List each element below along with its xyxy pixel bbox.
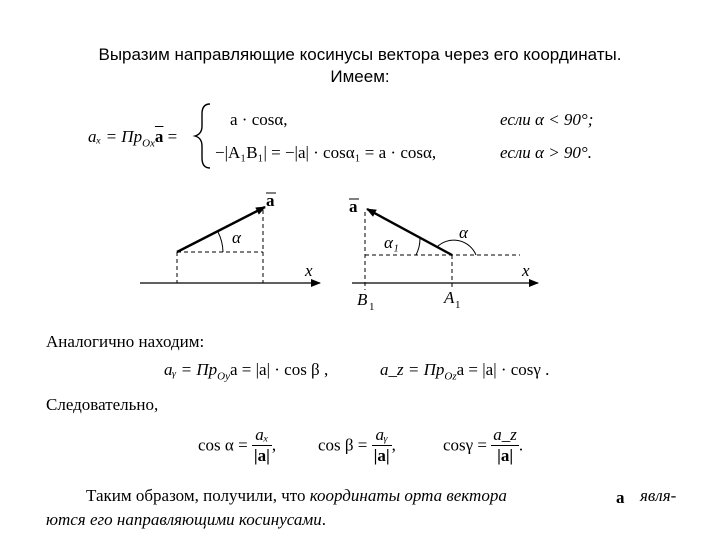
projection-lhs-eq: = (163, 127, 178, 146)
right-figure (349, 197, 538, 313)
cos-gamma-formula (443, 425, 523, 466)
case2-cond: если α > 90°. (500, 143, 592, 162)
right-axis-label: x (522, 261, 530, 280)
conclusion-vec: a (616, 488, 625, 507)
analog-intro: Аналогично находим: (46, 332, 205, 351)
left-angle-arc (218, 232, 223, 252)
left-axis-label: x (305, 261, 313, 280)
analog-ay (164, 360, 328, 382)
cos-alpha-fraction (252, 425, 272, 466)
cos-alpha-sep: , (271, 435, 277, 455)
cos-alpha-formula (198, 425, 276, 466)
cos-beta-num: aᵧ (372, 425, 392, 446)
conclusion-end: . (321, 510, 326, 529)
conclusion-italic-2: явля- (640, 486, 677, 505)
right-point-a-sub: 1 (455, 299, 461, 311)
analog-az (380, 360, 549, 382)
cos-alpha-num: aₓ (252, 425, 272, 446)
projection-lhs-axis: Ox (142, 137, 155, 150)
left-vector (177, 207, 265, 252)
cos-gamma-lhs: cosγ = (443, 435, 488, 455)
right-point-a: A (444, 288, 455, 307)
left-angle-label: α (232, 228, 241, 247)
right-point-b-sub: 1 (369, 301, 375, 313)
heading-line-1: Выразим направляющие косинусы вектора через его координаты. (98, 45, 622, 64)
left-figure (140, 191, 320, 283)
heading-line-2: Имеем: (330, 67, 390, 86)
cos-gamma-num: a_z (493, 425, 517, 444)
conclusion-line-2 (46, 510, 326, 530)
cos-beta-formula (318, 425, 396, 466)
cos-beta-sep: , (391, 435, 396, 455)
cos-gamma-end: . (518, 435, 524, 455)
consequently-intro: Следовательно, (46, 395, 159, 414)
right-angle-label: α (459, 223, 468, 242)
right-angle-arc (437, 240, 476, 255)
case1-cond: если α < 90°; (500, 110, 594, 129)
cos-alpha-lhs: cos α = (198, 435, 248, 455)
analog-az-axis: Oz (444, 370, 457, 383)
right-angle1-arc (416, 238, 420, 255)
analog-az-lhs: a_z = Пр (380, 360, 445, 379)
right-angle1-label: α₁ (384, 233, 399, 252)
cos-alpha-den: |a| (253, 446, 270, 465)
right-point-b: B (357, 290, 368, 309)
conclusion-plain: Таким образом, получили, что (86, 486, 310, 505)
cos-gamma-den: |a| (497, 446, 514, 465)
projection-lhs-vec: $\overline{a}$ (154, 127, 164, 146)
cos-gamma-fraction (491, 425, 519, 466)
right-vector-label: a (349, 197, 358, 216)
analog-az-rest: a = |a| · cosγ . (456, 360, 550, 379)
analog-ay-rest: a = |a| · cos β , (230, 360, 329, 379)
cos-beta-lhs: cos β = (318, 435, 368, 455)
conclusion-line-1 (86, 486, 507, 506)
conclusion-italic-3: ются его направляющими косинусами (46, 510, 322, 529)
analog-ay-axis: Oy (217, 370, 230, 383)
left-vector-label: a (266, 191, 275, 210)
cos-beta-den: |a| (373, 446, 390, 465)
right-vector (367, 209, 452, 255)
analog-ay-lhs: aᵧ = Пр (164, 360, 218, 379)
projection-lhs-text: aₓ = Пр (88, 127, 143, 146)
cos-beta-fraction (372, 425, 392, 466)
case1-expr: a · cosα, (230, 110, 288, 129)
conclusion-italic-1: координаты орта вектора (309, 486, 507, 505)
case2-expr: −|A₁B₁| = −|a| · cosα₁ = a · cosα, (215, 143, 437, 162)
